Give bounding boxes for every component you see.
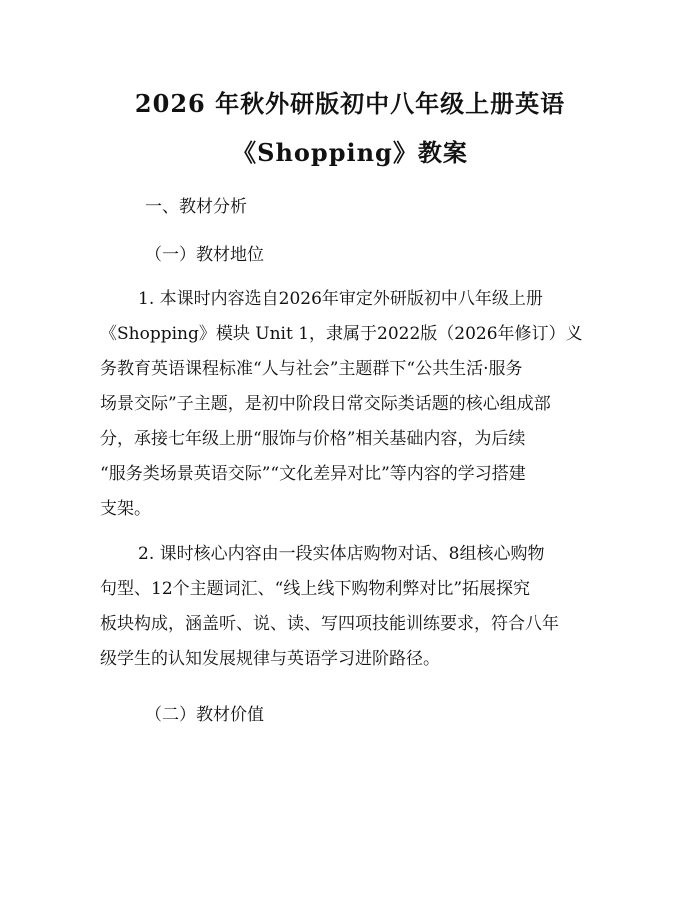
subsection-heading-textbook-status: （一）教材地位 bbox=[145, 245, 264, 265]
section-heading-textbook-analysis: 一、教材分析 bbox=[145, 197, 247, 217]
paragraph-2-line: 板块构成，涵盖听、说、读、写四项技能训练要求，符合八年 bbox=[100, 614, 559, 634]
document-title-line-1: 2026 年秋外研版初中八年级上册英语 bbox=[134, 89, 566, 118]
paragraph-1-line: 《Shopping》模块 Unit 1，隶属于2022版（2026年修订）义 bbox=[100, 324, 583, 344]
paragraph-2-line: 句型、12个主题词汇、“线上线下购物利弊对比”拓展探究 bbox=[100, 579, 531, 599]
paragraph-1-line: 务教育英语课程标准“人与社会”主题群下“公共生活·服务 bbox=[100, 359, 523, 379]
paragraph-1 bbox=[100, 282, 600, 527]
paragraph-2 bbox=[100, 537, 600, 677]
paragraph-2-line: 2. 课时核心内容由一段实体店购物对话、8组核心购物 bbox=[138, 544, 545, 564]
document-title-line-2: 《Shopping》教案 bbox=[232, 138, 468, 167]
paragraph-1-line: 分，承接七年级上册“服饰与价格”相关基础内容，为后续 bbox=[100, 429, 526, 449]
paragraph-1-line: “服务类场景英语交际”“文化差异对比”等内容的学习搭建 bbox=[100, 464, 526, 484]
subsection-heading-textbook-value: （二）教材价值 bbox=[145, 705, 264, 725]
paragraph-1-line: 场景交际”子主题，是初中阶段日常交际类话题的核心组成部 bbox=[100, 394, 551, 414]
paragraph-2-line: 级学生的认知发展规律与英语学习进阶路径。 bbox=[100, 649, 440, 669]
paragraph-1-line: 支架。 bbox=[100, 499, 151, 519]
paragraph-1-line: 1. 本课时内容选自2026年审定外研版初中八年级上册 bbox=[138, 289, 543, 309]
